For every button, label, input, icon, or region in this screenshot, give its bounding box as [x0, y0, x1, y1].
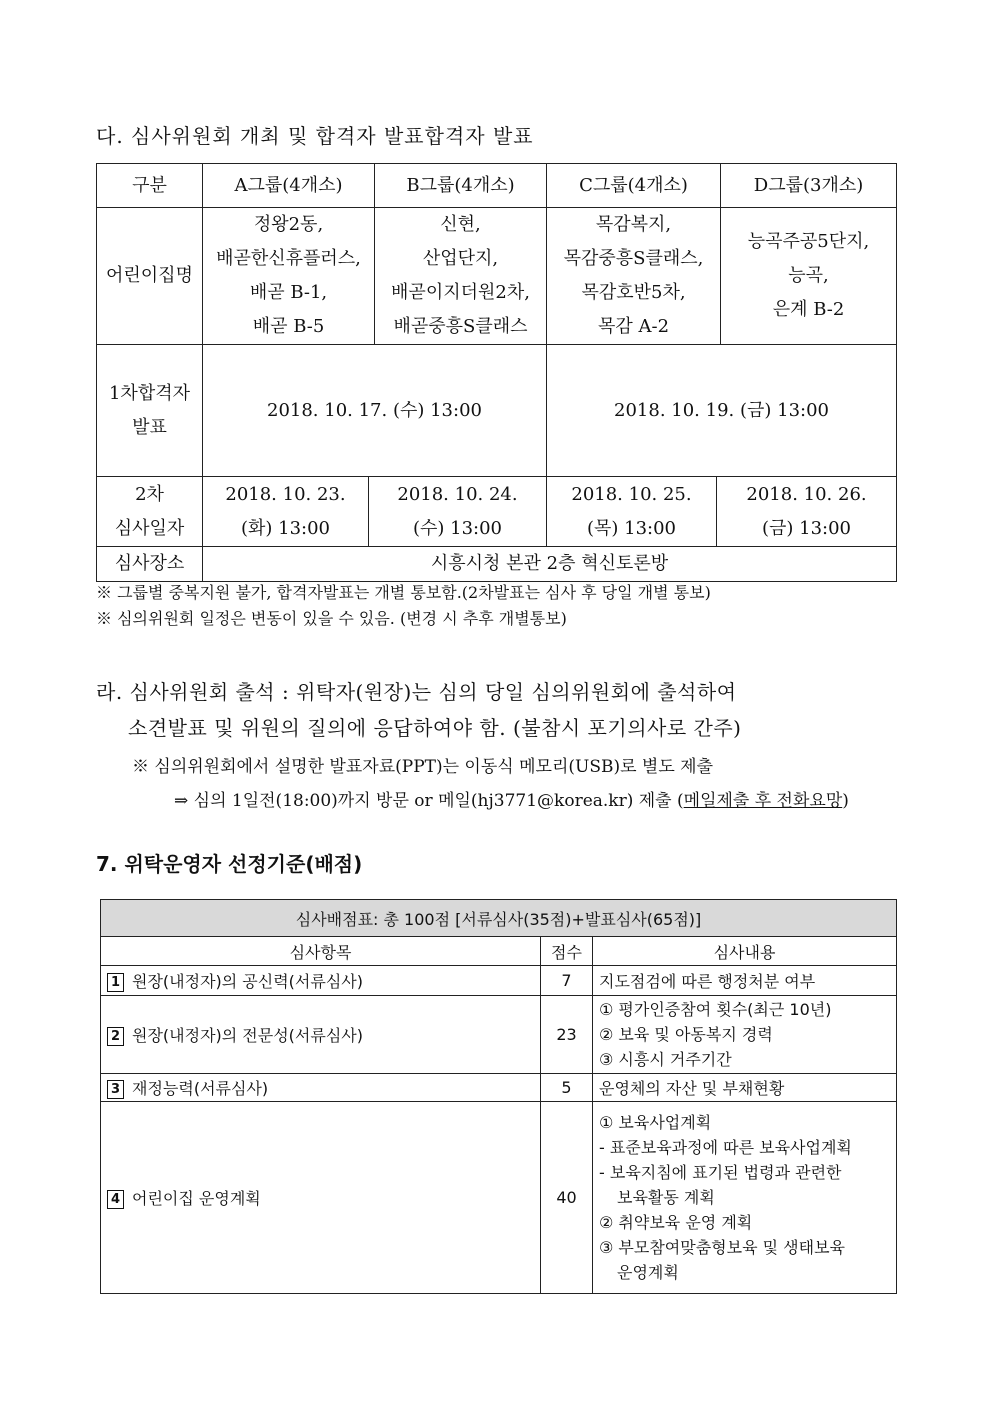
first-round-label-2: 발표: [132, 416, 167, 438]
row-4-content-6: ③ 부모참여맞춤형보육 및 생태보육: [599, 1238, 845, 1257]
arrow-underlined: 메일제출 후 전화요망: [683, 791, 843, 811]
second-round-c: [547, 477, 717, 547]
daycare-d-2: 능곡,: [788, 265, 829, 286]
row-4-content: [593, 1102, 897, 1294]
daycare-b-3: 배곧이지더원2차,: [391, 282, 530, 303]
second-round-a-time: (화) 13:00: [240, 517, 331, 539]
second-round-c-date: 2018. 10. 25.: [571, 483, 692, 505]
row-3-number: 3: [107, 1080, 124, 1099]
row-1-item-label: 원장(내정자)의 공신력(서류심사): [132, 972, 363, 991]
first-round-row: [97, 345, 897, 477]
row-4-number: 4: [107, 1190, 124, 1209]
row-2-item: [101, 996, 541, 1074]
arrow-suffix: ): [842, 791, 849, 811]
daycare-b-1: 신현,: [440, 214, 481, 235]
row-4-content-4: 보육활동 계획: [617, 1188, 715, 1207]
row-1-content: 지도점검에 따른 행정처분 여부: [593, 966, 897, 996]
col-item-header: 심사항목: [101, 937, 541, 966]
row-1-number: 1: [107, 973, 124, 992]
second-round-label-2: 심사일자: [114, 517, 185, 539]
daycare-group-b: [375, 208, 547, 345]
venue-value: 시흥시청 본관 2층 혁신토론방: [203, 547, 897, 582]
second-round-label-1: 2차: [135, 483, 164, 505]
daycare-a-3: 배곧 B-1,: [249, 282, 328, 303]
note-schedule-change: ※ 심의위원회 일정은 변동이 있을 수 있음. (변경 시 추후 개별통보): [96, 609, 567, 628]
second-round-d-date: 2018. 10. 26.: [746, 483, 867, 505]
second-round-d-time: (금) 13:00: [761, 517, 852, 539]
section-7-title: 7. 위탁운영자 선정기준(배점): [96, 852, 363, 876]
second-round-c-time: (목) 13:00: [586, 517, 677, 539]
second-round-b-date: 2018. 10. 24.: [397, 483, 518, 505]
daycare-b-2: 산업단지,: [422, 248, 499, 269]
row-4-item-label: 어린이집 운영계획: [132, 1189, 261, 1208]
daycare-label: 어린이집명: [97, 208, 203, 345]
section-ra-line2: 소견발표 및 위원의 질의에 응답하여야 함. (불참시 포기의사로 간주): [128, 716, 742, 740]
daycare-a-1: 정왕2동,: [253, 214, 324, 235]
schedule-header-row: [97, 164, 897, 208]
row-4-content-1: ① 보육사업계획: [599, 1113, 712, 1132]
table-row: [101, 1074, 897, 1102]
second-round-b-time: (수) 13:00: [412, 517, 503, 539]
col-content-header: 심사내용: [593, 937, 897, 966]
col-score-header: 점수: [541, 937, 593, 966]
first-round-cd-date: 2018. 10. 19. (금) 13:00: [547, 345, 897, 477]
table-row: [101, 966, 897, 996]
second-round-row: [97, 477, 897, 547]
venue-label: 심사장소: [97, 547, 203, 582]
daycare-b-4: 배곧중흥S클래스: [393, 316, 528, 337]
daycare-c-2: 목감중흥S클래스,: [563, 248, 704, 269]
table-row: [101, 996, 897, 1074]
row-4-content-3: - 보육지침에 표기된 법령과 관련한: [599, 1163, 842, 1182]
row-3-item-label: 재정능력(서류심사): [132, 1079, 269, 1098]
row-1-score: 7: [541, 966, 593, 996]
header-group-a: A그룹(4개소): [203, 164, 375, 208]
score-table-title: 심사배점표: 총 100점 [서류심사(35점)+발표심사(65점)]: [101, 900, 897, 937]
daycare-group-a: [203, 208, 375, 345]
header-group-c: C그룹(4개소): [547, 164, 721, 208]
header-group-b: B그룹(4개소): [375, 164, 547, 208]
daycare-d-3: 은계 B-2: [772, 299, 845, 320]
second-round-a-date: 2018. 10. 23.: [225, 483, 346, 505]
daycare-c-1: 목감복지,: [595, 214, 672, 235]
row-3-score: 5: [541, 1074, 593, 1102]
venue-row: [97, 547, 897, 582]
second-round-a: [203, 477, 369, 547]
second-round-label: [97, 477, 203, 547]
row-3-content: 운영체의 자산 및 부채현황: [593, 1074, 897, 1102]
arrow-prefix: ⇒ 심의 1일전(18:00)까지 방문 or 메일(hj3771@korea.kr) 제출 (: [174, 791, 684, 811]
section-da-title: 다. 심사위원회 개최 및 합격자 발표합격자 발표: [96, 124, 534, 148]
row-2-content-1: ① 평가인증참여 횟수(최근 10년): [599, 1000, 832, 1019]
row-3-item: [101, 1074, 541, 1102]
daycare-row: [97, 208, 897, 345]
daycare-c-4: 목감 A-2: [597, 316, 670, 337]
daycare-c-3: 목감호반5차,: [581, 282, 686, 303]
score-table: [100, 899, 897, 1294]
note-duplicate: ※ 그룹별 중복지원 불가, 합격자발표는 개별 통보함.(2차발표는 심사 후 당일 개별 통보): [96, 583, 711, 602]
header-label: 구분: [97, 164, 203, 208]
first-round-ab-date: 2018. 10. 17. (수) 13:00: [203, 345, 547, 477]
row-4-item: [101, 1102, 541, 1294]
row-2-item-label: 원장(내정자)의 전문성(서류심사): [132, 1026, 363, 1045]
row-2-number: 2: [107, 1027, 124, 1046]
first-round-label-1: 1차합격자: [108, 382, 190, 404]
first-round-label: [97, 345, 203, 477]
daycare-d-1: 능곡주공5단지,: [747, 231, 870, 252]
row-2-content: [593, 996, 897, 1074]
header-group-d: D그룹(3개소): [721, 164, 897, 208]
row-4-content-7: 운영계획: [617, 1263, 679, 1282]
row-4-content-2: - 표준보육과정에 따른 보육사업계획: [599, 1138, 852, 1157]
row-2-content-2: ② 보육 및 아동복지 경력: [599, 1025, 773, 1044]
row-2-content-3: ③ 시흥시 거주기간: [599, 1050, 732, 1069]
daycare-a-2: 배곧한신휴플러스,: [216, 248, 361, 269]
second-round-b: [369, 477, 547, 547]
daycare-group-d: [721, 208, 897, 345]
section-ra-line1: 라. 심사위원회 출석 : 위탁자(원장)는 심의 당일 심의위원회에 출석하여: [96, 680, 737, 704]
second-round-d: [717, 477, 897, 547]
daycare-a-4: 배곧 B-5: [252, 316, 325, 337]
daycare-group-c: [547, 208, 721, 345]
section-ra-arrow-line: [174, 786, 849, 811]
row-2-score: 23: [541, 996, 593, 1074]
row-4-content-5: ② 취약보육 운영 계획: [599, 1213, 753, 1232]
table-row: [101, 1102, 897, 1294]
section-ra-note: ※ 심의위원회에서 설명한 발표자료(PPT)는 이동식 메모리(USB)로 별도 제출: [132, 757, 714, 777]
schedule-table: [96, 163, 897, 582]
row-1-item: [101, 966, 541, 996]
row-4-score: 40: [541, 1102, 593, 1294]
